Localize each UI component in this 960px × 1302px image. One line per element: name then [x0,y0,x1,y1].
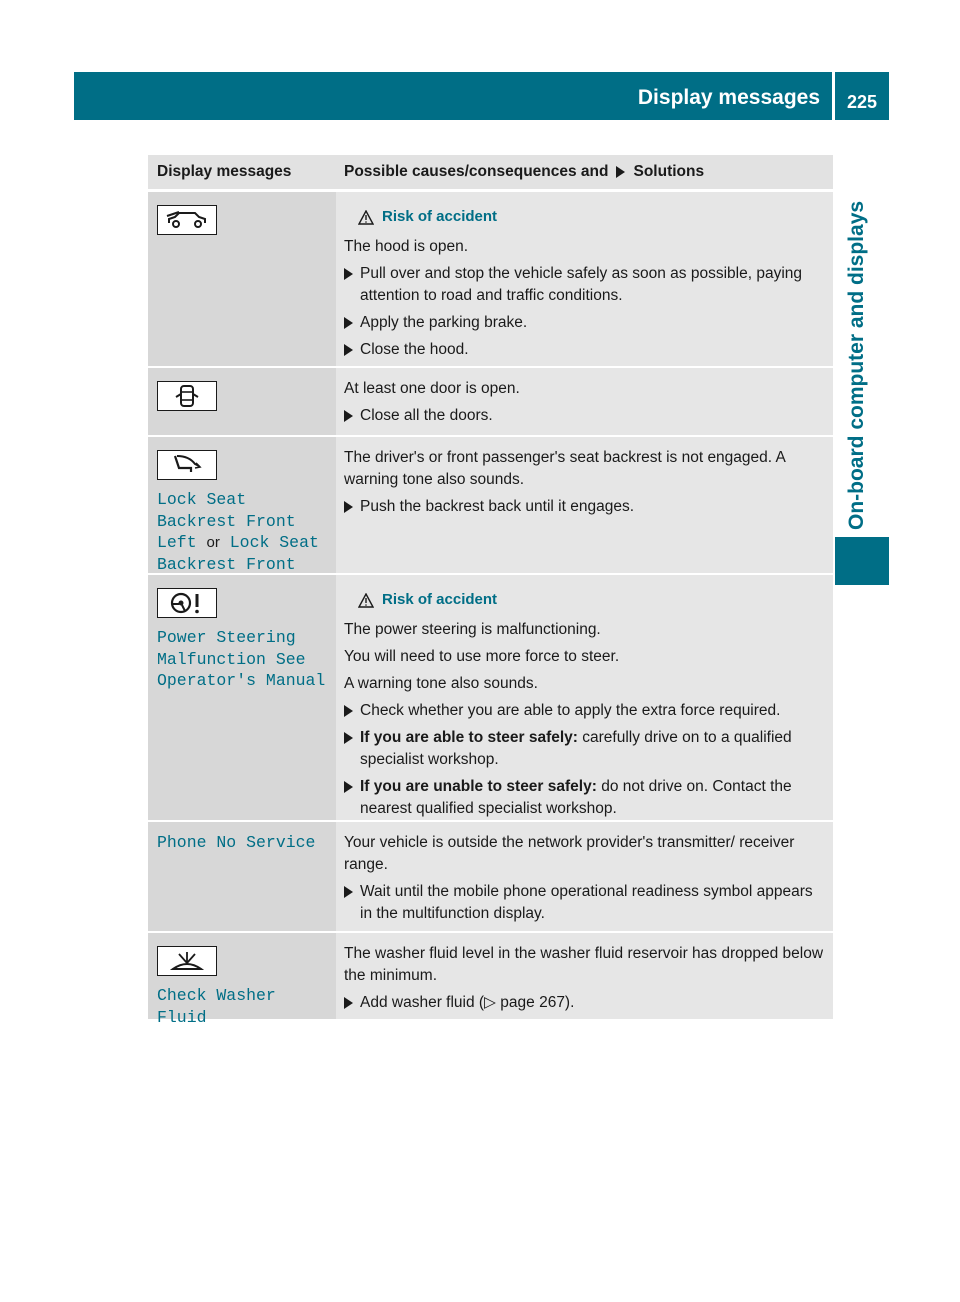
step: Check whether you are able to apply the extra force required. [344,700,825,722]
arrow-icon [344,501,353,513]
page-number: 225 [846,92,878,112]
table-row [148,573,833,820]
arrow-icon [344,410,353,422]
message-lock-left: Lock Seat Backrest Front Left [157,490,296,552]
arrow-icon [344,732,353,744]
hood-open-icon [157,205,217,235]
cause-text: The washer fluid level in the washer fluid reservoir has dropped below the minimum. [344,945,824,984]
header-bar [74,72,832,120]
arrow-icon [344,268,353,280]
table-row [148,435,833,573]
message-phone: Phone No Service [157,833,316,852]
arrow-icon [344,997,353,1009]
table-header [148,155,833,190]
cause-text: Your vehicle is outside the network provider's transmitter/ receiver range. [344,834,795,873]
or-label: or [206,534,220,551]
warning-triangle-icon [358,210,374,225]
cause-text: At least one door is open. [344,380,520,397]
message-power-steering: Power Steering Malfunction See Operator's Manual [157,628,326,690]
table-row [148,931,833,1027]
warning-risk: Risk of accident [358,206,825,228]
cause-text: The hood is open. [344,238,469,255]
arrow-icon [344,705,353,717]
step: Push the backrest back until it engages. [344,496,825,518]
col-causes [336,161,704,183]
message-washer: Check Washer Fluid [157,986,276,1027]
side-block [835,537,889,585]
warning-risk: Risk of accident [358,589,825,611]
step: Pull over and stop the vehicle safely as soon as possible, paying attention to road and traffic conditions. [344,263,825,307]
table-row [148,190,833,366]
step: Close the hood. [344,339,825,361]
arrow-icon [344,317,353,329]
seat-backrest-icon [157,450,217,480]
table-row [148,820,833,931]
washer-fluid-icon [157,946,217,976]
arrow-icon [344,344,353,356]
col-display-messages: Display messages [157,163,292,180]
arrow-icon [344,781,353,793]
messages-table [148,155,833,1027]
door-open-icon [157,381,217,411]
table-row [148,366,833,435]
step: Apply the parking brake. [344,312,825,334]
page-number-box [835,72,889,120]
chapter-label: On-board computer and displays [845,200,868,530]
message-lock-right: Lock Seat Backrest Front [157,533,319,574]
cause-text: The power steering is malfunctioning. [344,621,601,638]
col-causes-label: Possible causes/consequences and [344,163,609,180]
power-steering-icon [157,588,217,618]
step: If you are able to steer safely: carefully drive on to a qualified specialist workshop. [344,727,825,771]
step: If you are unable to steer safely: do not drive on. Contact the nearest qualified specialist workshop. [344,776,825,820]
cause-text: The driver's or front passenger's seat backrest is not engaged. A warning tone also sounds. [344,449,786,488]
arrow-icon [344,886,353,898]
cause-text: A warning tone also sounds. [344,675,538,692]
page-title: Display messages [637,86,820,109]
arrow-icon [616,166,625,178]
col-solutions-label: Solutions [633,163,705,180]
warning-triangle-icon [358,593,374,608]
step: Add washer fluid (▷ page 267). [344,992,825,1014]
step: Wait until the mobile phone operational readiness symbol appears in the multifunction display. [344,881,825,925]
step: Close all the doors. [344,405,825,427]
cause-text: You will need to use more force to steer. [344,648,620,665]
